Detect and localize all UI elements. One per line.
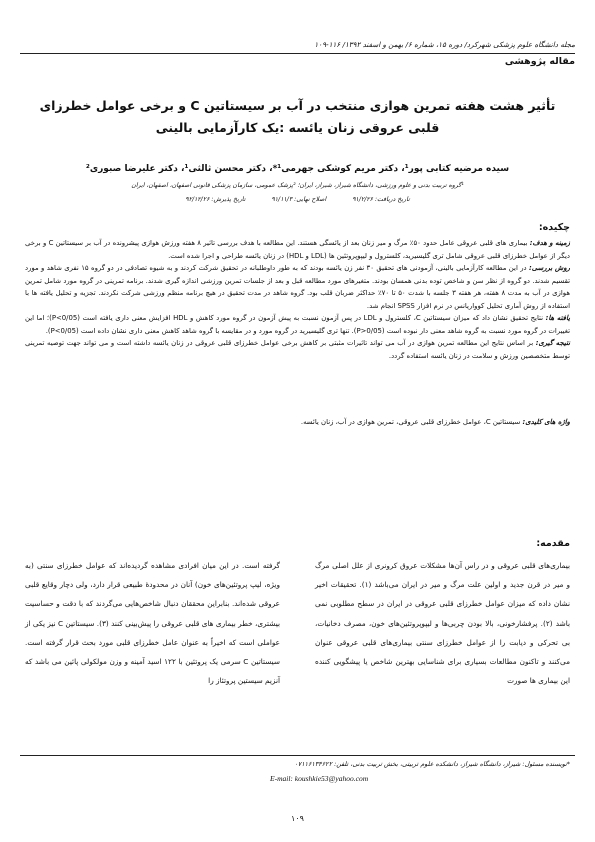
header-rule xyxy=(20,53,575,54)
author-list: سیده مرضیه کتابی پور¹، دکتر مریم کوشکی جهرمی¹*، دکتر محسن ثالثی¹، دکتر علیرضا صبوری² xyxy=(85,164,510,174)
keywords-text: سیستاتین C، عوامل خطرزای قلبی عروقی، تمرین هوازی در آب، زنان یائسه. xyxy=(300,418,521,426)
keywords-label: واژه های کلیدی: xyxy=(522,418,570,426)
date-accepted: تاریخ پذیرش: ۹۲/۱۲/۲۶ xyxy=(185,196,246,203)
author-email: E-mail: koushkie53@yahoo.com xyxy=(270,774,369,783)
background-label: زمینه و هدف: xyxy=(529,239,570,247)
author-affiliations: ¹گروه تربیت بدنی و علوم ورزشی، دانشگاه شیراز، شیراز، ایران؛ ²پزشک عمومی، سازمان پزشکی قانونی اصفهان، اصفهان، ایران xyxy=(131,182,464,189)
keywords xyxy=(25,418,570,426)
journal-citation: مجله دانشگاه علوم پزشکی شهرکرد/ دوره ۱۵، شماره ۶/ بهمن و اسفند ۱۳۹۲/ ۱۱۶-۱۰۹ xyxy=(314,40,575,49)
corresponding-author-note: *نویسنده مسئول: شیراز، دانشگاه شیراز، دانشکده علوم تربیتی، بخش تربیت بدنی، تلفن: ۰۷۱۱۶۱۳۴۶۲۲ xyxy=(294,760,570,768)
intro-left-column: گرفته است. در این میان افرادی مشاهده گردیده‌اند که عوامل خطرزای سنتی (به ویژه، لیپ پروتئین‌های خون) آنان در محدودهٔ طبیعی قرار دارد، ولی دچار وقایع قلبی عروقی شده‌اند. بنابراین محققان دنبال شاخص‌هایی می‌گردند که با دقت و حساسیت بیشتری، خطر بیماری های قلبی عروقی را پیش‌بینی کنند (۳). سیستاتین C نیز یکی از عواملی است که اخیراً به عنوان عامل خطرزای قلبی مورد بحث قرار گرفته است. سیستاتین C سرمی یک پروتئین با ۱۲۲ اسید آمینه و وزن مولکولی پائین می باشد که آنزیم سیستین پروتئاز را xyxy=(25,561,280,686)
title-line-2: قلبی عروقی زنان یائسه :یک کارآزمایی بالینی xyxy=(155,120,440,135)
page-number: ۱۰۹ xyxy=(291,814,304,823)
intro-right-column: بیماری‌های قلبی عروقی و در راس آن‌ها مشکلات عروق کرونری از علل اصلی مرگ و میر در قرن جدید و اولین علت مرگ و میر در ایران می‌باشد (۱). تحقیقات اخیر نشان داده که میزان عوامل خطرزای قلبی عروقی در ایران در سطح مطلوبی نمی باشد (۲). پرفشارخونی، بالا بودن چربی‌ها و لیپوپروتئین‌های خون، مصرف دخانیات، بی تحرکی و دیابت را از عوامل خطرزای سنتی بیماری‌های قلبی عروقی عنوان می‌کنند و تاکنون مطالعات بسیاری برای شناسایی بهترین شاخص یا پیشگویی کننده این بیماری ها صورت xyxy=(315,561,570,686)
methods-text: در این مطالعه کارآزمایی بالینی، آزمودنی های تحقیق ۳۰ نفر زن یائسه بودند که به طور داوطلبانه در تحقیق شرکت کردند و به شیوه تصادفی در دو گروه ۱۵ نفری شاهد و مورد تقسیم شدند. دو گروه از نظر سن و شاخص توده بدنی همسان بودند. متغیرهای مورد مطالعه قبل و بعد از جلسات تمرین ورزشی اندازه گیری شدند. برنامه تمرینی در گروه مورد شامل تمرین هوازی در آب به مدت ۸ هفته، هر هفته ۳ جلسه با شدت ۵۰ تا ۷۰٪ حداکثر ضربان قلب بود. گروه شاهد در مدت تحقیق در هیچ برنامه منظم ورزشی شرکت نکردند. تجزیه و تحلیل یافته ها با استفاده از روش آماری تحلیل کوواریانس در نرم افزار SPSS انجام شد. xyxy=(25,264,570,310)
findings-text: نتایج تحقیق نشان داد که میزان سیستاتین C، کلسترول و LDL در پس آزمون نسبت به پیش آزمون در گروه مورد کاهش و HDL افزایش معنی داری یافته است (P<0/05)؛ اما این تغییرات در گروه مورد نسبت به گروه شاهد معنی دار نبوده است (P>0/05). تنها تری گلیسیرید در گروه مورد و در مقایسه با گروه شاهد کاهش معنی داری نشان داده است (P<0/05). xyxy=(25,314,570,335)
intro-heading: مقدمه: xyxy=(536,538,570,549)
abstract-body xyxy=(25,237,570,362)
title-line-1: تأثیر هشت هفته تمرین هوازی منتخب در آب بر سیستاتین C و برخی عوامل خطرزای xyxy=(39,98,556,113)
methods-label: روش بررسی: xyxy=(529,264,570,272)
publication-dates xyxy=(30,196,565,203)
article-type-label: مقاله پژوهشی xyxy=(504,56,575,67)
footnote-rule xyxy=(20,755,575,756)
conclusion-text: بر اساس نتایج این مطالعه تمرین هوازی در آب می تواند تاثیرات مثبتی بر کاهش برخی عوامل خطرزای قلبی عروقی در زنان یائسه داشته است و می تواند جهت توصیه تمرینی توسط متخصصین ورزش و سلامت در زنان یائسه استفاده گردد. xyxy=(25,339,570,360)
conclusion-label: نتیجه گیری: xyxy=(535,339,570,347)
date-revised: اصلاح نهایی: ۹۱/۱۱/۳ xyxy=(271,196,327,203)
date-received: تاریخ دریافت: ۹۱/۲/۲۶ xyxy=(352,196,410,203)
findings-label: یافته ها: xyxy=(545,314,570,322)
abstract-heading: چکیده: xyxy=(538,222,570,233)
article-title xyxy=(30,95,565,139)
background-text: بیماری های قلبی عروقی عامل حدود ۵۰٪ مرگ و میر زنان بعد از یائسگی هستند. این مطالعه با هدف بررسی تاثیر ۸ هفته ورزش هوازی پیشرونده در آب بر سیستاتین C و برخی دیگر از عوامل خطرزای قلبی عروقی شامل تری گلیسیرید، کلسترول و لیپوپروتئین ها (LDL و HDL) در زنان یائسه طراحی و اجرا شده است. xyxy=(25,239,570,260)
